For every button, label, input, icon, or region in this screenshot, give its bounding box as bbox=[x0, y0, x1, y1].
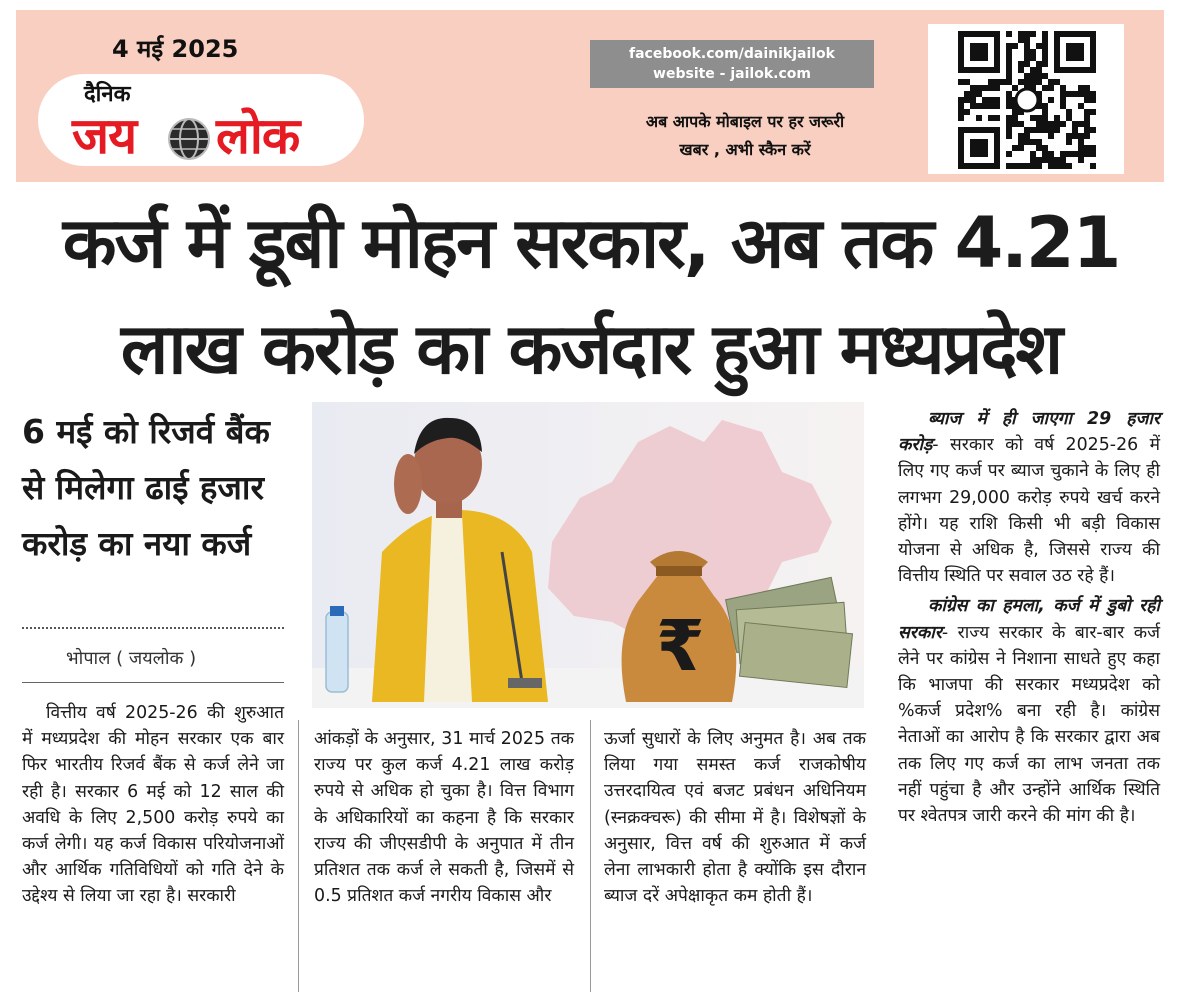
dateline: भोपाल ( जयलोक ) bbox=[66, 648, 197, 669]
globe-icon bbox=[166, 116, 212, 162]
social-links-box bbox=[590, 40, 874, 88]
issue-date: 4 मई 2025 bbox=[112, 35, 239, 63]
masthead bbox=[16, 10, 1164, 182]
logo-word-jai: जय bbox=[72, 106, 137, 165]
article-column-2: आंकड़ों के अनुसार, 31 मार्च 2025 तक राज्य पर कुल कर्ज 4.21 लाख करोड़ रुपये से अधिक हो चुका है। वित्त विभाग के अधिकारियों का कहना है कि सरकार राज्य की जीएसडीपी के अनुपात में तीन प्रतिशत तक कर्ज ले सकती है, जिसमें से 0.5 प्रतिशत कर्ज नगरीय विकास और bbox=[314, 729, 574, 907]
interest-paragraph bbox=[898, 406, 1160, 589]
website-link[interactable]: website - jailok.com bbox=[653, 66, 811, 82]
scan-message-line-1: अब आपके मोबाइल पर हर जरूरी bbox=[645, 112, 845, 131]
solid-divider bbox=[22, 682, 284, 683]
rupee-symbol: ₹ bbox=[656, 605, 705, 687]
congress-paragraph bbox=[898, 593, 1160, 829]
logo-word-lok: लोक bbox=[216, 106, 300, 165]
scan-message bbox=[614, 108, 876, 164]
photo-illustration bbox=[312, 402, 864, 708]
water-bottle bbox=[326, 612, 348, 692]
raised-hand bbox=[394, 454, 422, 514]
interest-body: - सरकार को वर्ष 2025-26 में लिए गए कर्ज पर ब्याज चुकाने के लिए ही लगभग 29,000 करोड़ रुपये खर्च करने होंगे। यह राशि किसी भी बड़ी विकास योजना से अधिक है, जिससे राज्य की वित्तीय स्थिति पर सवाल उठ रहे हैं। bbox=[898, 435, 1160, 587]
article-column-3: ऊर्जा सुधारों के लिए अनुमत है। अब तक लिया गया समस्त कर्ज राजकोषीय उत्तरदायित्व एवं बजट प्रबंधन अधिनियम (स्नक्रक्चरू) की सीमा में है। विशेषज्ञों के अनुसार, वित्त वर्ष की शुरुआत में कर्ज लेना लाभकारी होता है क्योंकि इस दौरान ब्याज दरें अपेक्षाकृत कम होती हैं। bbox=[604, 729, 866, 907]
interest-subhead: ब्याज में ही जाएगा 29 हजार करोड़ bbox=[898, 409, 1160, 456]
sub-headline: 6 मई को रिजर्व बैंक से मिलेगा ढाई हजार करोड़ का नया कर्ज bbox=[22, 412, 270, 563]
facebook-link[interactable]: facebook.com/dainikjailok bbox=[629, 46, 835, 62]
qr-code-icon bbox=[936, 30, 1118, 170]
logo-daily-label: दैनिक bbox=[84, 82, 131, 107]
column-divider bbox=[590, 720, 591, 992]
headline-line-2: लाख करोड़ का कर्जदार हुआ मध्यप्रदेश bbox=[120, 308, 1062, 390]
dotted-divider bbox=[22, 627, 284, 629]
scan-message-line-2: खबर , अभी स्कैन करें bbox=[679, 140, 811, 159]
article-column-1: वित्तीय वर्ष 2025-26 की शुरुआत में मध्यप्रदेश की मोहन सरकार एक बार फिर भारतीय रिजर्व बैंक से कर्ज लेने जा रही है। सरकार 6 मई को 12 साल की अवधि के लिए 2,500 करोड़ रुपये का कर्ज लेगी। यह कर्ज विकास परियोजनाओं और आर्थिक गतिविधियों को गति देने के उद्देश्य से लिया जा रहा है। सरकारी bbox=[22, 703, 284, 907]
article-column-4 bbox=[898, 406, 1160, 833]
congress-subhead: कांग्रेस का हमला, कर्ज में डुबो रही सरकार bbox=[898, 596, 1160, 643]
headline-line-1: कर्ज में डूबी मोहन सरकार, अब तक 4.21 bbox=[62, 202, 1120, 284]
news-photo bbox=[312, 402, 864, 708]
main-headline bbox=[16, 190, 1166, 402]
qr-code[interactable] bbox=[928, 24, 1124, 174]
column-divider bbox=[298, 720, 299, 992]
newspaper-logo[interactable] bbox=[38, 74, 364, 166]
congress-body: - राज्य सरकार के बार-बार कर्ज लेने पर कांग्रेस ने निशाना साधते हुए कहा कि भाजपा की सरकार मध्यप्रदेश को %कर्ज प्रदेश% बना रही है। कांग्रेस नेताओं का आरोप है कि सरकार द्वारा अब तक लिए गए कर्ज का लाभ जनता तक नहीं पहुंचा है और उन्होंने आर्थिक स्थिति पर श्वेतपत्र जारी करने की मांग की है। bbox=[898, 622, 1160, 827]
